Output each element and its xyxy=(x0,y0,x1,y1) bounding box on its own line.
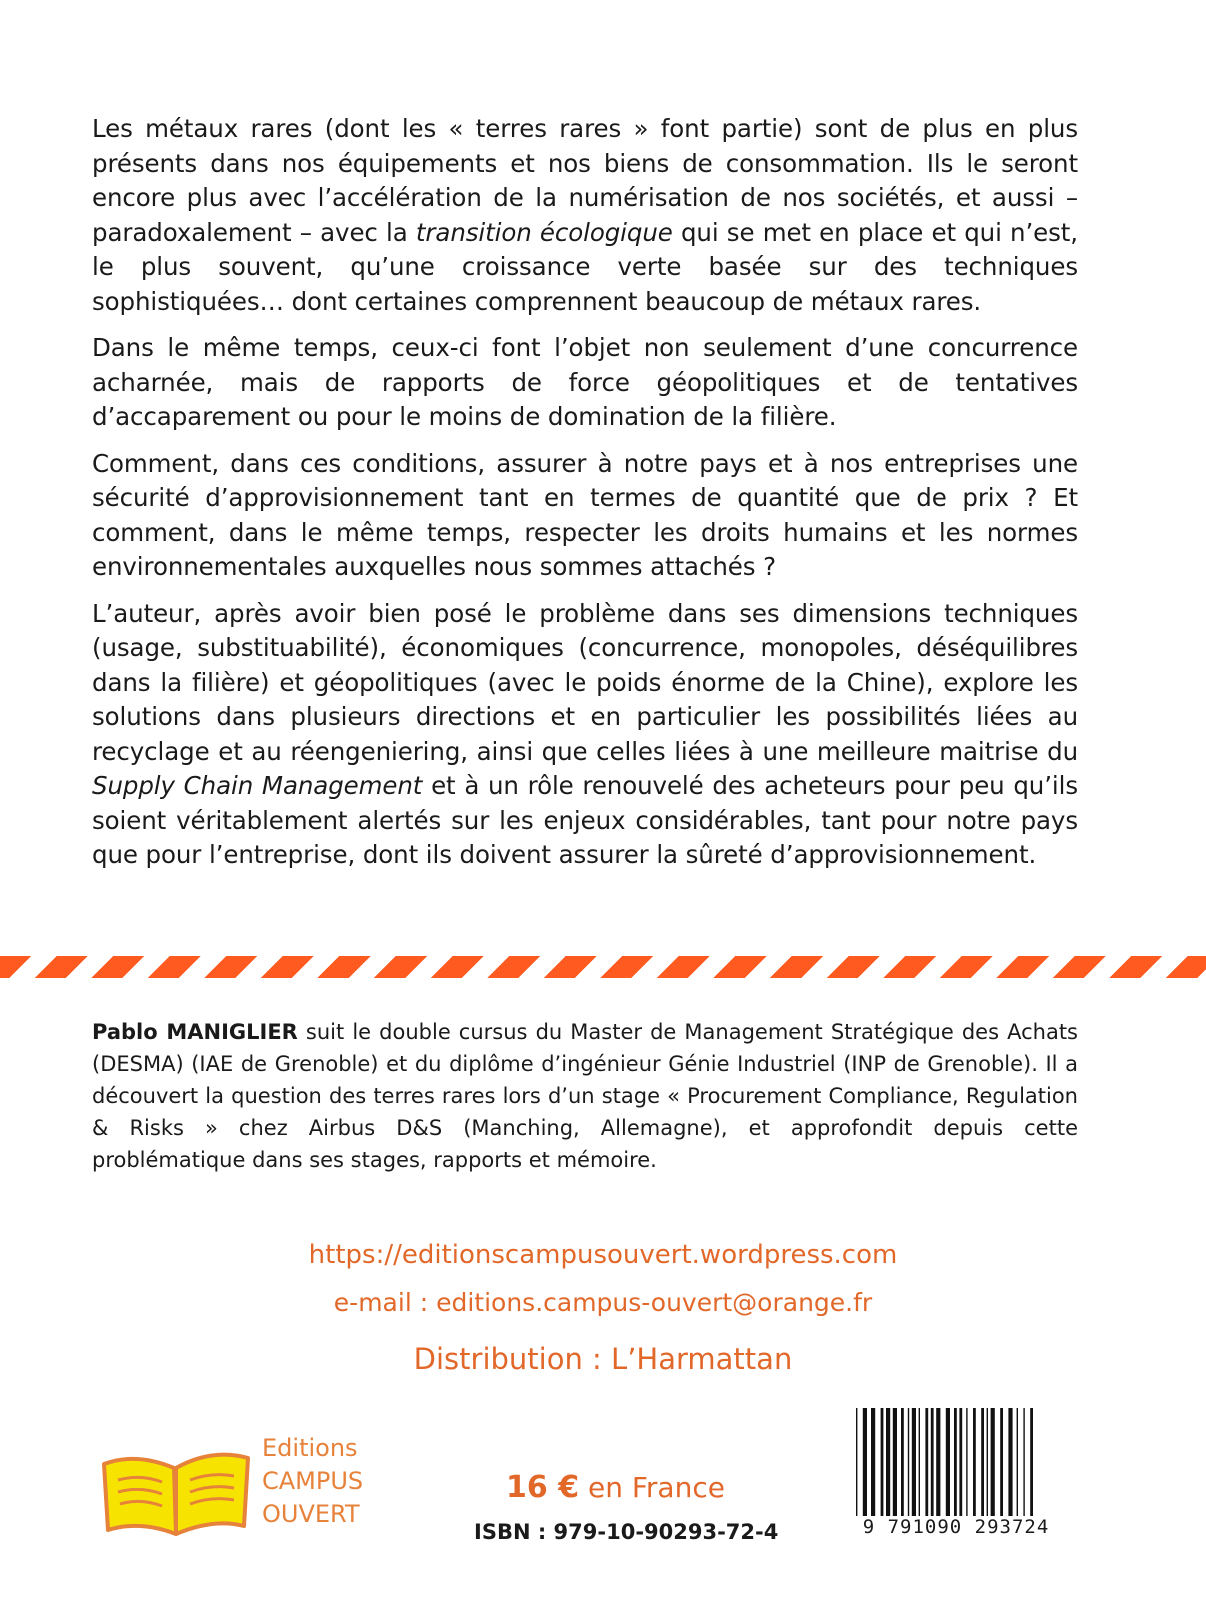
price xyxy=(506,1470,725,1505)
barcode-digits: 9 791090 293724 xyxy=(846,1516,1066,1538)
emphasis-scm: Supply Chain Management xyxy=(92,771,423,800)
isbn: ISBN : 979-10-90293-72-4 xyxy=(474,1520,779,1544)
summary-text xyxy=(92,112,1078,885)
emphasis-transition: transition écologique xyxy=(415,217,673,247)
open-book-logo-icon xyxy=(96,1434,256,1544)
author-bio xyxy=(92,1016,1078,1176)
email-link[interactable]: e-mail : editions.campus-ouvert@orange.fr xyxy=(333,1288,873,1317)
author-name: Pablo MANIGLIER xyxy=(92,1020,298,1044)
website-link[interactable]: https://editionscampusouvert.wordpress.com xyxy=(308,1240,898,1270)
publisher-name: Editions CAMPUS OUVERT xyxy=(262,1434,364,1528)
distribution-text: Distribution : L’Harmattan xyxy=(413,1342,793,1376)
summary-paragraph-4: L’auteur, après avoir bien posé le problème dans ses dimensions techniques (usage, substituabilité), économiques (concurrence, monopoles, déséquilibres dans la filière) et géopolitiques (avec le poids énorme de la Chine), explore les solutions dans plusieurs directions et en particulier les possibilités liées au recyclage et au réengeniering, ainsi que celles liées à une meilleure maitrise du Supply Chain Management et à un rôle renouvelé des acheteurs pour peu qu’ils soient véritablement alertés sur les enjeux considérables, tant pour notre pays que pour l’entreprise, dont ils doivent assurer la sûreté d’approvisionnement. xyxy=(92,598,1079,869)
price-suffix: en France xyxy=(579,1471,725,1504)
summary-paragraph-3: Comment, dans ces conditions, assurer à notre pays et à nos entreprises une sécurité d’approvisionnement tant en termes de quantité que de prix ? Et comment, dans le même temps, respecter les droits humains et les normes environnementales auxquelles nous sommes attachés ? xyxy=(92,448,1078,581)
summary-paragraph-2: Dans le même temps, ceux-ci font l’objet non seulement d’une concurrence acharnée, mais de rapports de force géopolitiques et de tentatives d’accaparement ou pour le moins de domination de la filière. xyxy=(92,333,1078,431)
hazard-stripe-divider xyxy=(0,956,1206,978)
author-bio-text: suit le double cursus du Master de Management Stratégique des Achats (DESMA) (IAE de Grenoble) et du diplôme d’ingénieur Génie Industriel (INP de Grenoble). Il a découvert la question des terres rares lors d’un stage « Procurement Compliance, Regulation & Risks » chez Airbus D&S (Manching, Allemagne), et approfondit depuis cette problématique dans ses stages, rapports et mémoire. xyxy=(92,1020,1078,1172)
price-amount: 16 € xyxy=(506,1470,580,1505)
summary-paragraph-1: Les métaux rares (dont les « terres rares » font partie) sont de plus en plus présents dans nos équipements et nos biens de consommation. Ils le seront encore plus avec l’accélération de la numérisation de nos sociétés, et aussi – paradoxalement – avec la transition écologique qui se met en place et qui n’est, le plus souvent, qu’une croissance verte basée sur des techniques sophistiquées… dont certaines comprennent beaucoup de métaux rares. xyxy=(92,114,1078,316)
